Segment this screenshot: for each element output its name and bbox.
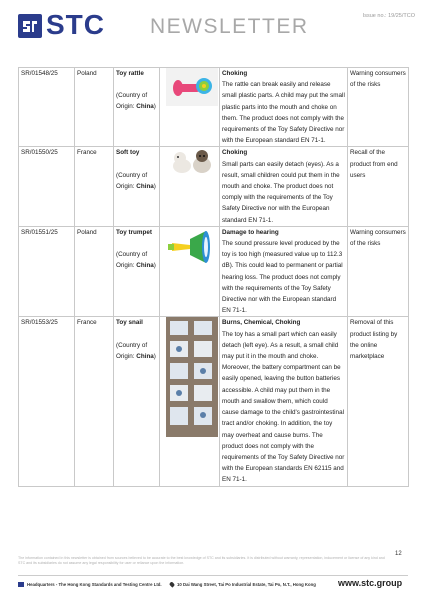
product-image-cell xyxy=(160,317,220,486)
risk-type: Choking xyxy=(222,149,248,157)
building-icon xyxy=(18,582,24,587)
product-image-cell xyxy=(160,147,220,226)
measures-taken: Recall of the product from end users xyxy=(348,147,409,226)
risk-type: Burns, Chemical, Choking xyxy=(222,319,301,327)
notifying-country: Poland xyxy=(75,68,114,147)
reference-number: SR/01551/25 xyxy=(19,226,75,317)
issue-number: Issue no.: 19/25/TCO xyxy=(362,13,415,19)
toy-rattle-image xyxy=(166,68,218,106)
measures-taken: Warning consumers of the risks xyxy=(348,226,409,317)
risk-cell xyxy=(220,226,348,317)
country-of-origin: (Country of Origin: China) xyxy=(116,171,156,190)
headquarters-text: Headquarters - The Hong Kong Standards and Testing Centre Ltd. xyxy=(27,582,162,587)
table-row xyxy=(19,147,409,226)
newsletter-header xyxy=(0,0,425,50)
soft-toy-image xyxy=(166,147,218,177)
product-cell xyxy=(114,147,160,226)
toy-snail-image xyxy=(166,317,218,437)
address-text: 10 Dai Wang Street, Tai Po Industrial Estate, Tai Po, N.T., Hong Kong xyxy=(177,582,316,587)
toy-trumpet-image xyxy=(166,227,218,271)
product-name: Toy snail xyxy=(116,319,143,327)
reference-number: SR/01553/25 xyxy=(19,317,75,486)
table-row xyxy=(19,226,409,317)
product-image-cell xyxy=(160,68,220,147)
product-cell xyxy=(114,226,160,317)
newsletter-title: NEWSLETTER xyxy=(150,15,309,38)
product-name: Toy trumpet xyxy=(116,228,152,236)
risk-type: Damage to hearing xyxy=(222,228,279,236)
risk-description: The sound pressure level produced by the toy is too high (measured value up to 112.3 dB). This could lead to permanent or partial hearing loss. The product does not comply with the requirements of the Toy Safety Directive nor with the European standard EN 71-1. xyxy=(222,240,343,315)
stc-logo-icon xyxy=(18,14,42,38)
notifying-country: France xyxy=(75,147,114,226)
product-cell xyxy=(114,68,160,147)
address-info xyxy=(170,582,316,587)
country-of-origin: (Country of Origin: China) xyxy=(116,341,156,360)
product-image-cell xyxy=(160,226,220,317)
measures-taken: Removal of this product listing by the online marketplace xyxy=(348,317,409,486)
product-cell xyxy=(114,317,160,486)
risk-cell xyxy=(220,317,348,486)
reference-number: SR/01548/25 xyxy=(19,68,75,147)
reference-number: SR/01550/25 xyxy=(19,147,75,226)
country-of-origin: (Country of Origin: China) xyxy=(116,251,156,270)
stc-logo-text: STC xyxy=(46,9,105,40)
page-number: 12 xyxy=(395,551,402,557)
product-recall-table xyxy=(18,67,409,487)
risk-description: The rattle can break easily and release small plastic parts. A child may put the small plastic parts into the mouth and choke on them. The product does not comply with the requirements of the Toy Safety Directive nor with the European standard EN 71-1. xyxy=(222,81,345,145)
measures-taken: Warning consumers of the risks xyxy=(348,68,409,147)
risk-type: Choking xyxy=(222,70,248,77)
notifying-country: Poland xyxy=(75,226,114,317)
disclaimer-text: The information contained in this newsletter is obtained from sources believed to be accurate to the best knowledge of STC and its subsidiaries. It is distributed without warranty, representation, inducement or license of any kind and STC and its subsidiaries do not assume any legal responsibility for user or reliance upon the information. xyxy=(18,556,385,565)
headquarters-info xyxy=(18,582,162,587)
table-row xyxy=(19,68,409,147)
website-link[interactable]: www.stc.group xyxy=(338,578,403,588)
country-of-origin: (Country of Origin: China) xyxy=(116,92,156,111)
risk-description: The toy has a small part which can easily detach (left eye). As a result, a small child may put it in the mouth and choke. Moreover, the battery compartment can be easily opened, leaving the button batteries accessible. A child may put them in the mouth and swallow them, which could cause damage to the child's gastrointestinal tract and/or choking. In addition, the toy may overheat and cause burns. The product does not comply with the requirements of the Toy Safety Directive nor with the European standards EN 62115 and EN 71-1. xyxy=(222,330,345,484)
risk-cell xyxy=(220,147,348,226)
table-row xyxy=(19,317,409,486)
footer-divider xyxy=(18,575,408,576)
risk-cell xyxy=(220,68,348,147)
product-name: Soft toy xyxy=(116,149,140,157)
location-pin-icon xyxy=(169,582,175,588)
product-name: Toy rattle xyxy=(116,70,144,77)
notifying-country: France xyxy=(75,317,114,486)
risk-description: Small parts can easily detach (eyes). As a result, small children could put them in the mouth and choke. The product does not comply with the requirements of the Toy Safety Directive nor with the European standard EN 71-1. xyxy=(222,160,340,224)
